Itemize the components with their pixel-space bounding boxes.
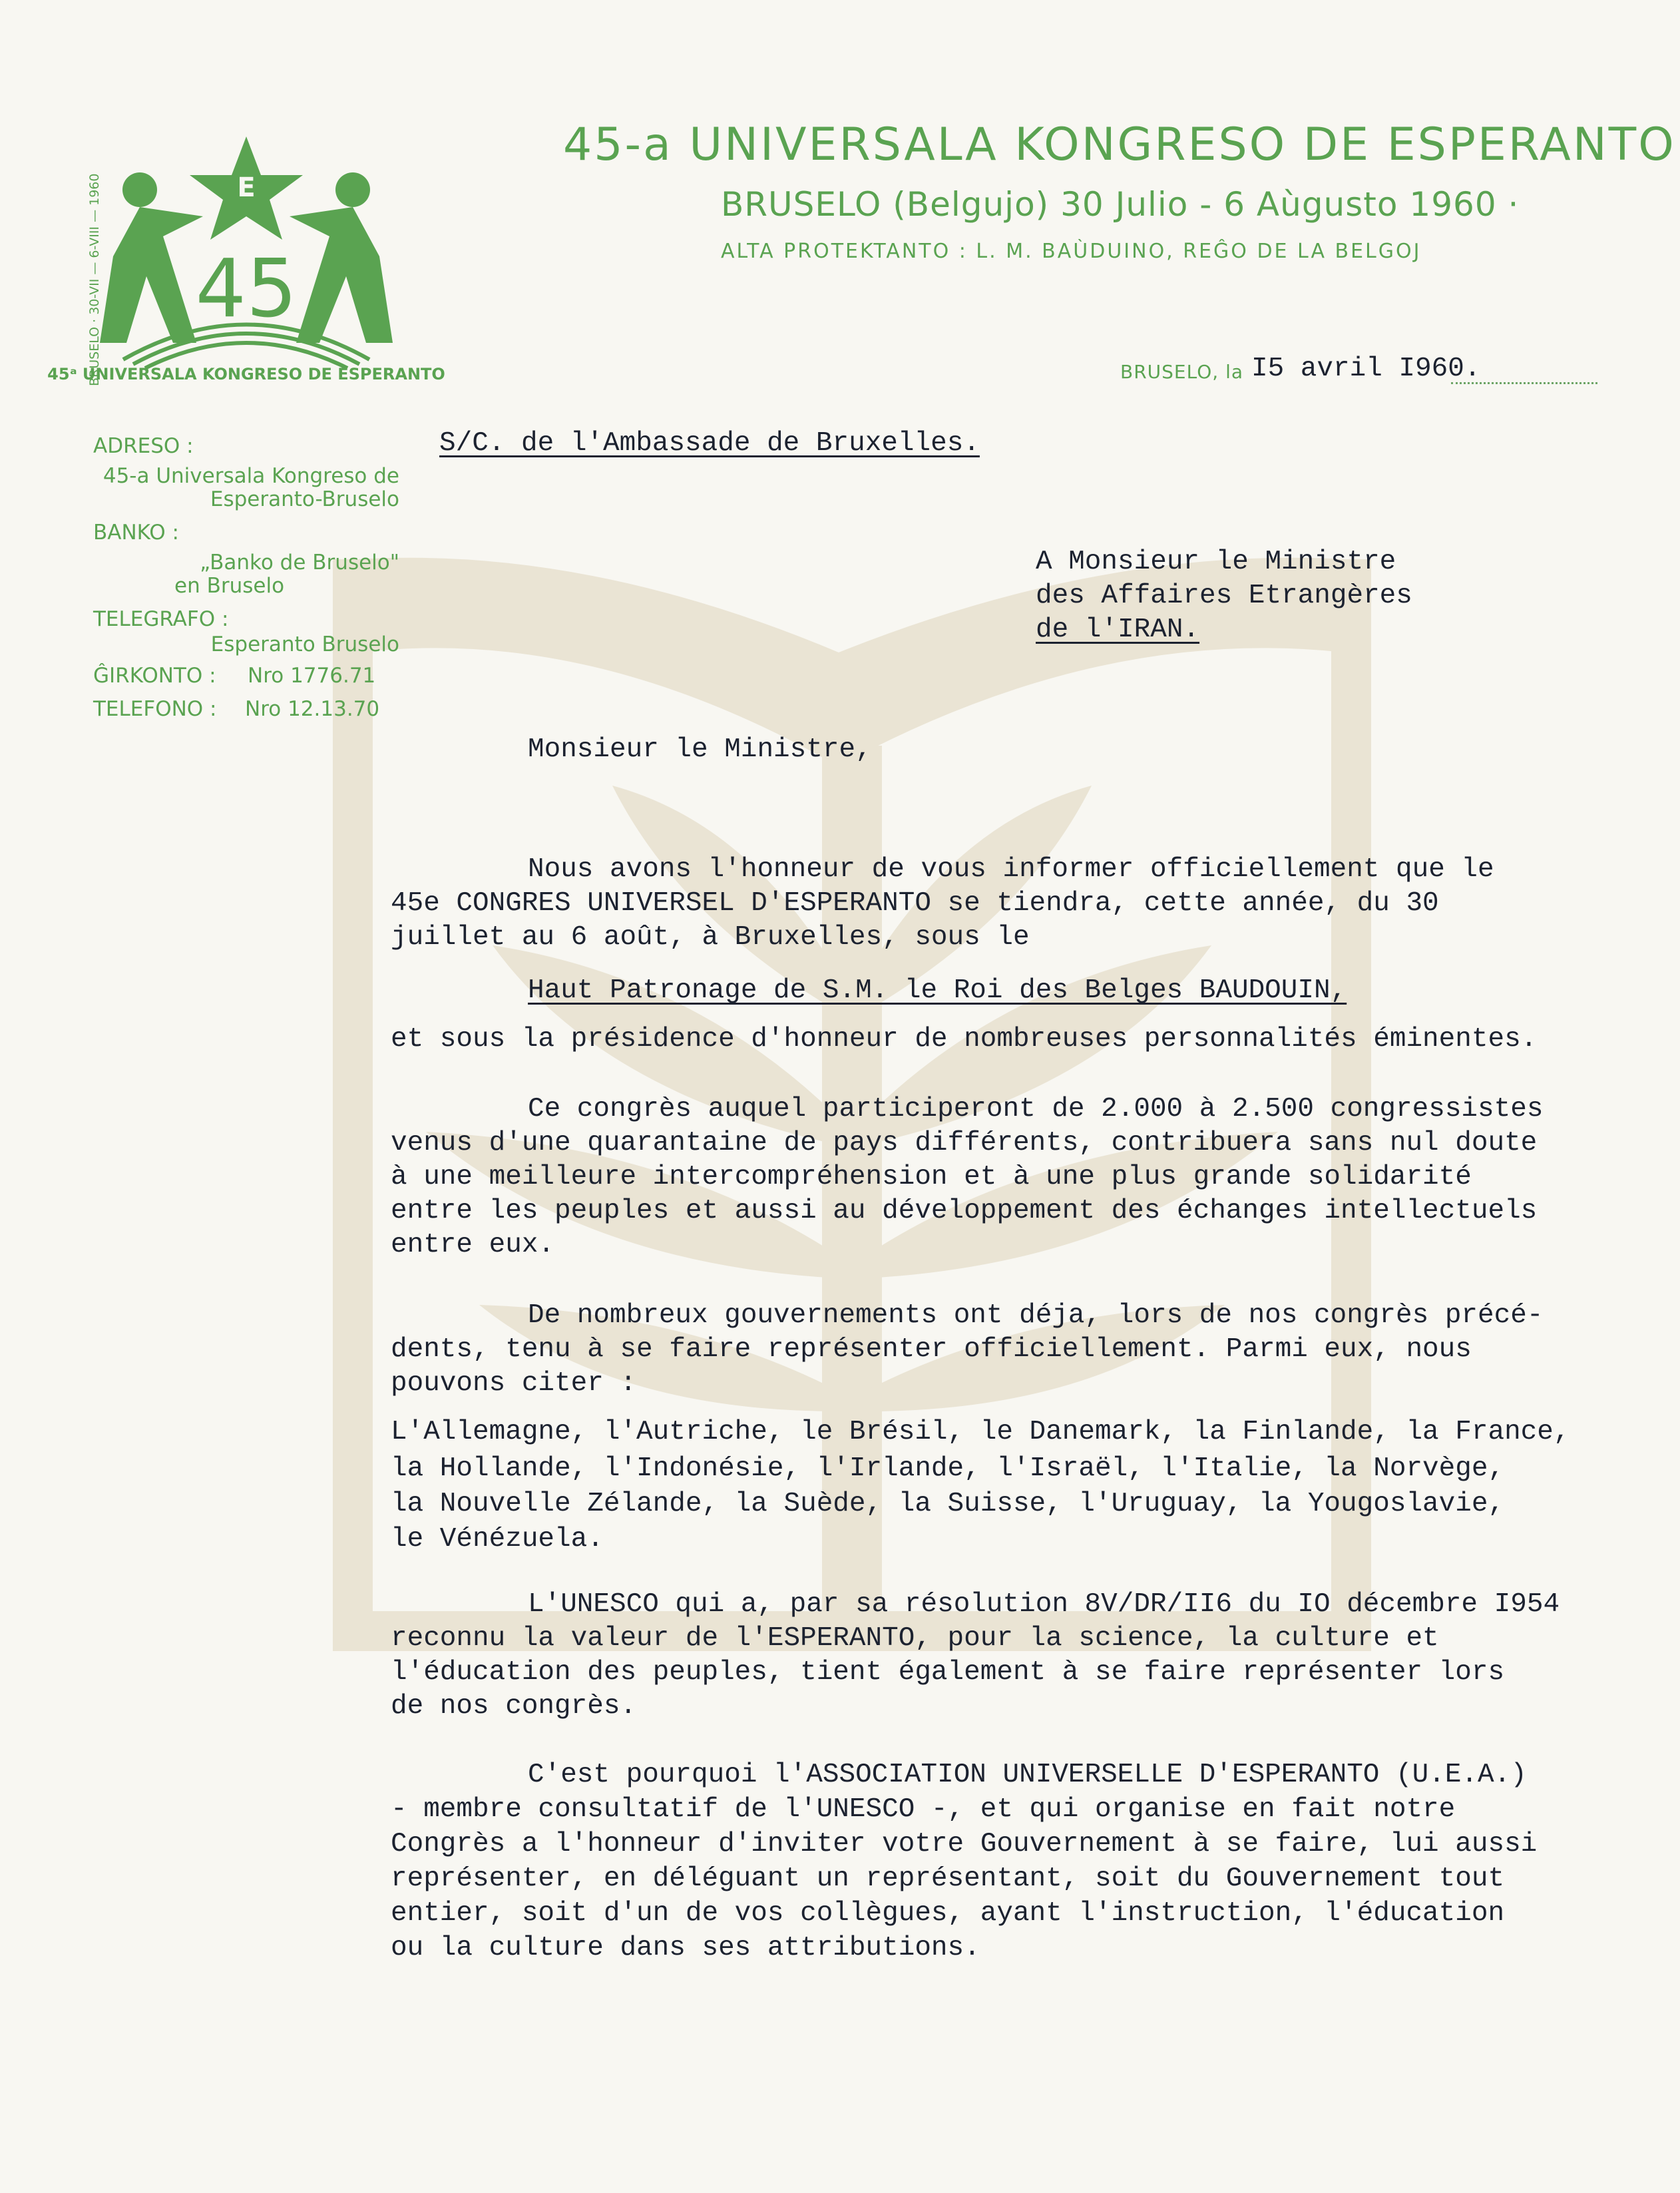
address-line-2: Esperanto-Bruselo: [210, 487, 399, 511]
patronage-line: Haut Patronage de S.M. le Roi des Belges BAUDOUIN,: [528, 975, 1347, 1006]
recipient-line-1: A Monsieur le Ministre: [1036, 547, 1396, 577]
paragraph-2-line-5: entre eux.: [391, 1230, 555, 1260]
paragraph-5-line-4: représenter, en déléguant un représentant, soit du Gouvernement tout: [391, 1863, 1505, 1894]
paragraph-1-end: et sous la présidence d'honneur de nombreuses personnalités éminentes.: [391, 1024, 1538, 1055]
paragraph-5-line-1: C'est pourquoi l'ASSOCIATION UNIVERSELLE D'ESPERANTO (U.E.A.): [528, 1760, 1527, 1790]
countries-line-2: la Hollande, l'Indonésie, l'Irlande, l'Israël, l'Italie, la Norvège,: [391, 1453, 1505, 1484]
bank-label: BANKO :: [93, 521, 179, 545]
countries-line-1: L'Allemagne, l'Autriche, le Brésil, le Danemark, la Finlande, la France,: [391, 1417, 1570, 1447]
paragraph-5-line-3: Congrès a l'honneur d'inviter votre Gouvernement à se faire, lui aussi: [391, 1829, 1538, 1859]
logo-number: 45: [195, 243, 298, 336]
paragraph-4-line-4: de nos congrès.: [391, 1691, 637, 1722]
figure-left-head-icon: [122, 172, 157, 207]
paragraph-1-line-2: 45e CONGRES UNIVERSEL D'ESPERANTO se tiendra, cette année, du 30: [391, 888, 1439, 919]
paragraph-1-line-1: Nous avons l'honneur de vous informer officiellement que le: [528, 854, 1494, 885]
paragraph-3-line-3: pouvons citer :: [391, 1368, 637, 1399]
telegraph-value: Esperanto Bruselo: [210, 632, 399, 656]
paragraph-1-line-3: juillet au 6 août, à Bruxelles, sous le: [391, 922, 1030, 953]
paragraph-5-line-6: ou la culture dans ses attributions.: [391, 1933, 980, 1963]
phone-value: Nro 12.13.70: [245, 697, 380, 721]
paragraph-5-line-2: - membre consultatif de l'UNESCO -, et qui organise en fait notre: [391, 1794, 1456, 1825]
paragraph-4-line-3: l'éducation des peuples, tient également à se faire représenter lors: [391, 1657, 1505, 1688]
figure-left-icon: [100, 207, 203, 343]
giro-value: Nro 1776.71: [248, 664, 376, 688]
countries-line-4: le Vénézuela.: [391, 1524, 604, 1555]
paragraph-4-line-1: L'UNESCO qui a, par sa résolution 8V/DR/II6 du IO décembre I954: [528, 1589, 1560, 1620]
logo-star-letter: E: [237, 172, 256, 203]
figure-right-head-icon: [335, 172, 370, 207]
phone-label: TELEFONO :: [93, 697, 217, 721]
paragraph-2-line-1: Ce congrès auquel participeront de 2.000 à 2.500 congressistes: [528, 1094, 1544, 1124]
paragraph-2-line-2: venus d'une quarantaine de pays différents, contribuera sans nul doute: [391, 1128, 1538, 1158]
paragraph-2-line-3: à une meilleure intercompréhension et à une plus grande solidarité: [391, 1162, 1472, 1192]
address-line-1: 45-a Universala Kongreso de: [103, 464, 399, 488]
paragraph-3-line-1: De nombreux gouvernements ont déja, lors de nos congrès précé-: [528, 1300, 1544, 1331]
salutation: Monsieur le Ministre,: [528, 734, 872, 765]
logo-side-text: BRUSELO · 30-VII — 6-VIII — 1960: [87, 173, 102, 386]
countries-line-3: la Nouvelle Zélande, la Suède, la Suisse, l'Uruguay, la Yougoslavie,: [391, 1489, 1505, 1519]
congress-dates: BRUSELO (Belgujo) 30 Julio - 6 Aùgusto 1960 ·: [721, 185, 1520, 224]
congress-protector: ALTA PROTEKTANTO : L. M. BAÙDUINO, REĜO DE LA BELGOJ: [721, 240, 1422, 263]
address-label: ADRESO :: [93, 434, 194, 458]
telegraph-label: TELEGRAFO :: [93, 607, 229, 631]
paragraph-3-line-2: dents, tenu à se faire représenter officiellement. Parmi eux, nous: [391, 1334, 1472, 1365]
logo-caption: 45ᵃ UNIVERSALA KONGRESO DE ESPERANTO: [47, 365, 445, 383]
paragraph-5-line-5: entier, soit d'un de vos collègues, ayant l'instruction, l'éducation: [391, 1898, 1505, 1929]
place-label: BRUSELO, la: [1120, 361, 1244, 383]
bank-line-1: „Banko de Bruselo": [200, 551, 399, 575]
paragraph-2-line-4: entre les peuples et aussi au développement des échanges intellectuels: [391, 1196, 1538, 1226]
via-embassy: S/C. de l'Ambassade de Bruxelles.: [439, 428, 980, 459]
giro-label: ĜIRKONTO :: [93, 664, 216, 688]
recipient-line-2: des Affaires Etrangères: [1036, 581, 1412, 611]
letter-date: I5 avril I960.: [1251, 354, 1481, 384]
congress-logo: [47, 123, 445, 389]
congress-title: 45-a UNIVERSALA KONGRESO DE ESPERANTO: [563, 119, 1676, 171]
bank-line-2: en Bruselo: [174, 574, 285, 598]
figure-right-icon: [290, 207, 393, 343]
recipient-line-3: de l'IRAN.: [1036, 614, 1200, 645]
paragraph-4-line-2: reconnu la valeur de l'ESPERANTO, pour la science, la culture et: [391, 1623, 1439, 1654]
